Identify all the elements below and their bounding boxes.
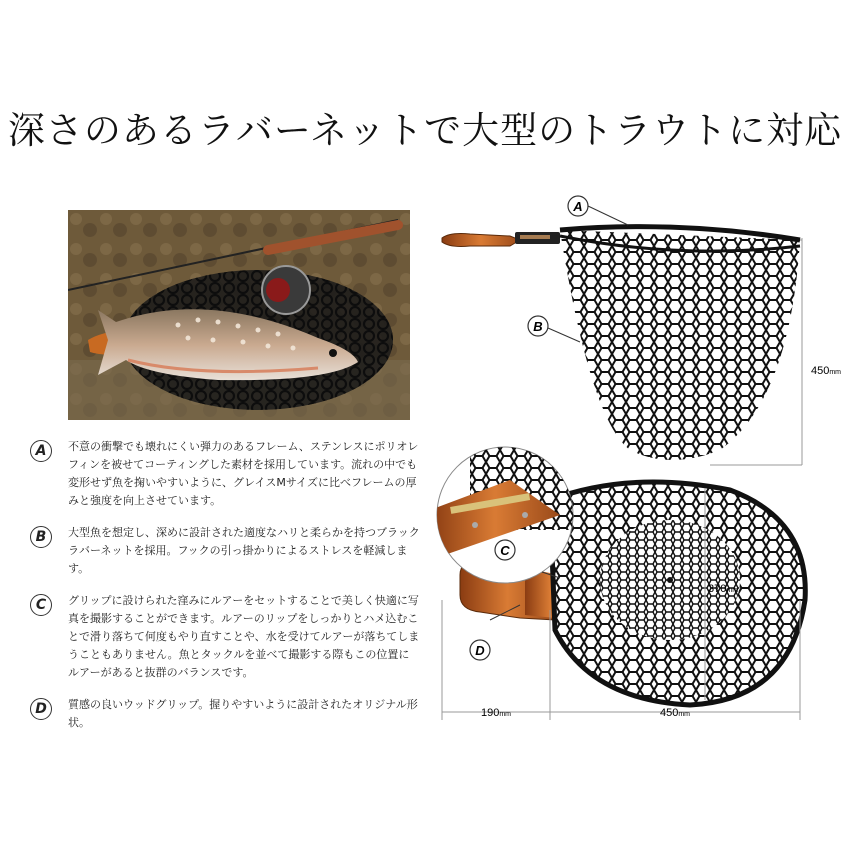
- svg-text:450mm: [811, 365, 841, 377]
- dim-depth-unit: mm: [829, 369, 842, 376]
- dim-frame-width-unit: mm: [726, 587, 739, 594]
- feature-text-c: グリップに設けられた窪みにルアーをセットすることで美しく快適に写真を撮影することができます。ルアーのリップをしっかりとハメ込むことで滑り落ちて何度もやり直すことや、水を受けてルアーが落ちてしまうこともありません。魚とタックルを並べて撮影する際もこの位置にルアーがあると抜群のバランスです。: [68, 594, 420, 679]
- net-diagram: [430, 180, 850, 740]
- callout-badge-a: A: [30, 440, 52, 462]
- callout-a: A: [573, 199, 583, 214]
- callout-badge-b: B: [30, 526, 52, 548]
- net-side-view: [442, 220, 810, 480]
- feature-text-b: 大型魚を想定し、深めに設計された適度なハリと柔らかを持つブラックラバーネットを採用。フックの引っ掛かりによるストレスを軽減します。: [68, 526, 420, 575]
- dim-grip-length-value: 190: [480, 707, 500, 719]
- callout-d: D: [475, 643, 485, 658]
- feature-text-a: 不意の衝撃でも壊れにくい弾力のあるフレーム、ステンレスにポリオレフィンを被せてコーティングした素材を採用しています。流れの中でも変形せず魚を掬いやすいように、グレイスMサイズに比べフレームの厚みと強度を向上させています。: [68, 440, 419, 507]
- dim-frame-width-value: 370: [708, 583, 727, 595]
- dim-depth-value: 450: [810, 365, 830, 377]
- feature-item-c: [30, 592, 420, 682]
- callout-badge-d: D: [30, 698, 52, 720]
- feature-list: [30, 438, 420, 746]
- feature-item-b: [30, 524, 420, 578]
- callout-badge-c: C: [30, 594, 52, 616]
- dim-grip-length-unit: mm: [499, 711, 512, 718]
- product-photo: [68, 210, 410, 420]
- svg-text:190mm: [481, 707, 511, 719]
- feature-item-a: [30, 438, 420, 510]
- callout-b: B: [533, 319, 543, 334]
- feature-item-d: [30, 696, 420, 732]
- svg-text:450mm: [660, 707, 690, 719]
- headline: 深さのあるラバーネットで大型のトラウトに対応: [7, 109, 843, 152]
- feature-text-d: 質感の良いウッドグリップ。握りやすいように設計されたオリジナル形状。: [68, 698, 418, 729]
- dim-frame-length-unit: mm: [678, 711, 691, 718]
- dim-frame-length-value: 450: [659, 707, 679, 719]
- callout-c: C: [500, 543, 510, 558]
